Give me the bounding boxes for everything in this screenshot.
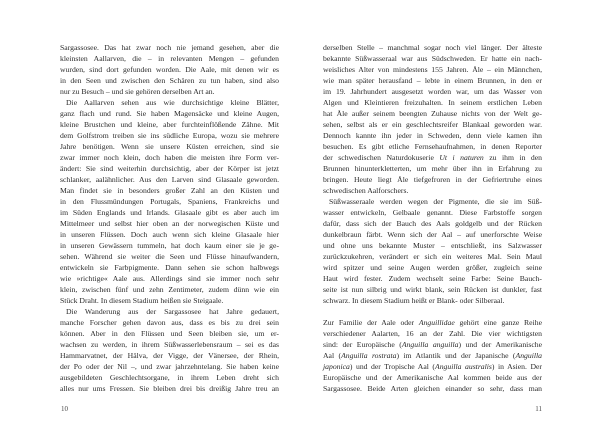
text-line xyxy=(323,86,542,97)
text-run: und ohne uns bekannte Muster – entschließt, ins Salzwasser xyxy=(323,241,542,250)
text-run: weisliches Alter von mindestens 155 Jahren. Åle – ein Männchen, xyxy=(323,65,542,74)
text-run: dunkelbraun färbt. Wenn sich der Aal – auf unerforschte Weise xyxy=(323,230,542,239)
text-line xyxy=(60,383,279,394)
text-line xyxy=(60,97,279,108)
text-run: klein, zwischen fünf und zehn Zentimeter, zudem dünn wie ein xyxy=(60,285,279,294)
text-line xyxy=(323,328,542,339)
text-run: bekannte Süßwasseraal war aus Südschweden. Er hatte ein nach- xyxy=(323,54,542,63)
text-run: zu ihm in den xyxy=(483,153,543,162)
text-line xyxy=(60,174,279,185)
right-page-text xyxy=(323,42,542,394)
text-line xyxy=(60,306,279,317)
text-run: alles nur ums Fressen. Sie bleiben drei bis dreißig Jahre treu an xyxy=(60,384,279,393)
text-run: ausgebildeten Geschlechtsorgane, in ihrem Leben dreht sich xyxy=(60,373,279,382)
text-run: in unseren Gewässern tummeln, hat doch kaum einer sie je ge- xyxy=(60,241,279,250)
text-run: verschiedener Aalarten, 16 an der Zahl. Die vier wichtigsten xyxy=(323,329,542,338)
text-line xyxy=(323,75,542,86)
italic-text: Anguillidae xyxy=(418,318,455,327)
text-line xyxy=(60,317,279,328)
text-run: schlanker, aalähnlicher. Aus den Larven sind Glasaale geworden. xyxy=(60,175,279,184)
italic-text: Ut i naturen xyxy=(439,153,484,162)
text-run: manche Forscher gehen davon aus, dass es bis zu drei sein xyxy=(60,318,279,327)
paragraph xyxy=(60,42,279,97)
text-run: dafür, dass sich der Bauch des Aals goldgelb und der Rücken xyxy=(323,219,542,228)
text-run: zwar immer noch klein, doch haben die meisten ihre Form ver- xyxy=(60,153,279,162)
text-run: im Süden Englands und Irlands. Glasaale gibt es aber auch im xyxy=(60,208,279,217)
italic-text: Anguilla xyxy=(515,351,542,360)
text-run: Die Aallarven sehen aus wie durchsichtige kleine Blätter, xyxy=(66,98,279,107)
text-line xyxy=(60,196,279,207)
text-line xyxy=(323,218,542,229)
text-line xyxy=(60,361,279,372)
text-line xyxy=(323,64,542,75)
text-line xyxy=(323,53,542,64)
text-line xyxy=(60,64,279,75)
paragraph xyxy=(323,196,542,306)
text-line xyxy=(60,185,279,196)
text-line xyxy=(60,130,279,141)
text-run: nur zu Besuch – und sie gehören derselben Art an. xyxy=(60,87,215,96)
text-line xyxy=(60,86,279,97)
text-run: Europäische und der Amerikanische Aal kommen beide aus der xyxy=(323,373,542,382)
text-run: Brunnen hinunterkletterten, um mehr über ihn in Erfahrung zu xyxy=(323,164,542,173)
text-line xyxy=(323,284,542,295)
text-run: sehen, selbst als er ein geschlechtsreifer Blankaal geworden war. xyxy=(323,120,542,129)
italic-text: Anguilla anguilla xyxy=(401,340,459,349)
text-line xyxy=(60,119,279,130)
text-run: können. Aber in den Flüssen und Seen bleiben sie, um er- xyxy=(60,329,279,338)
text-line xyxy=(323,350,542,361)
text-line xyxy=(323,361,542,372)
text-run: Jahre benötigen. Wenn sie unsere Küsten erreichen, sind sie xyxy=(60,142,279,151)
text-run: schwedischen Aalforschers. xyxy=(323,186,409,195)
text-line xyxy=(323,119,542,130)
text-line xyxy=(60,42,279,53)
text-run: Dennoch kannte ihn jeder in Schweden, denn viele kamen ihn xyxy=(323,131,542,140)
text-line xyxy=(60,262,279,273)
text-run: Haut wird fester. Zudem wechselt seine Farbe: Seine Bauch- xyxy=(323,274,542,283)
paragraph xyxy=(60,97,279,306)
text-line xyxy=(323,317,542,328)
text-line xyxy=(323,207,542,218)
text-run: besuchen. Es gibt etliche Fernsehaufnahmen, in denen Reporter xyxy=(323,142,542,151)
text-run: Mittelmeer und selbst hier oben an der norwegischen Küste und xyxy=(60,219,279,228)
text-line xyxy=(323,42,542,53)
text-line xyxy=(60,350,279,361)
text-run: Zur Familie der Aale oder xyxy=(323,318,419,327)
text-run: ) im Atlantik und der Japanische ( xyxy=(396,351,516,360)
text-run: der Po oder der Nil –, und zwar jahrzehntelang. Sie haben keine xyxy=(60,362,279,371)
text-run: gehört eine ganze Reihe xyxy=(454,318,542,327)
text-run: seite ist nun silbrig und wirkt blank, sein Rücken ist dunkler, fast xyxy=(323,285,542,294)
text-line xyxy=(60,240,279,251)
text-line xyxy=(60,108,279,119)
text-line xyxy=(60,251,279,262)
text-line xyxy=(323,108,542,119)
text-line xyxy=(60,141,279,152)
italic-text: japonica xyxy=(323,362,350,371)
text-line xyxy=(323,130,542,141)
text-line xyxy=(60,284,279,295)
page-number: 11 xyxy=(535,405,542,413)
text-line xyxy=(60,229,279,240)
paragraph xyxy=(323,42,542,196)
text-run: im 19. Jahrhundert ausgesetzt worden war, um das Wasser von xyxy=(323,87,542,96)
italic-text: Anguilla rostrata xyxy=(341,351,397,360)
text-line xyxy=(323,97,542,108)
text-run: Algen und Kleintieren freizuhalten. In seinem erstlichen Leben xyxy=(323,98,542,107)
text-line xyxy=(60,339,279,350)
text-run: in den Seen und zwischen den Schären zu tun haben, sind also xyxy=(60,76,279,85)
text-line xyxy=(323,141,542,152)
text-line xyxy=(60,295,279,306)
right-page xyxy=(300,0,600,424)
text-run: dem Golfstrom treiben sie ins südliche Europa, wozu sie mehrere xyxy=(60,131,279,140)
text-line xyxy=(323,163,542,174)
text-line xyxy=(60,75,279,86)
text-run: wie man später herausfand – lebte in einem Brunnen, in den er xyxy=(323,76,542,85)
text-line xyxy=(323,240,542,251)
text-run: Sargassosee. Beide Arten gleichen einander so sehr, dass man xyxy=(323,384,542,393)
text-line xyxy=(323,229,542,240)
text-run: Aal ( xyxy=(323,351,342,360)
text-line xyxy=(323,383,542,394)
text-line xyxy=(60,53,279,64)
text-line xyxy=(323,339,542,350)
text-run: ) in Asien. Der xyxy=(491,362,542,371)
text-run: Stück Draht. In diesem Stadium heißen sie Steigaale. xyxy=(60,296,224,305)
text-run: Sargassosee. Das hat zwar noch nie jemand gesehen, aber die xyxy=(60,43,279,52)
text-line xyxy=(60,218,279,229)
text-run: ) und der Amerikanische xyxy=(458,340,542,349)
text-run: derselben Stelle – manchmal sogar noch viel länger. Der älteste xyxy=(323,43,542,52)
text-run: entwickeln sie Farbpigmente. Dann sehen sie schon halbwegs xyxy=(60,263,279,272)
text-line xyxy=(60,152,279,163)
text-run: wachsen zu werden, in ihrem Süßwasserlebensraum – sei es das xyxy=(60,340,279,349)
text-run: sehen. Während sie weiter die Seen und Flüsse hinaufwandern, xyxy=(60,252,279,261)
text-run: zurückzukehren, verändert er sich ein weiteres Mal. Sein Maul xyxy=(323,252,542,261)
text-run: Man findet sie in besonders großer Zahl an den Küsten und xyxy=(60,186,279,195)
text-line xyxy=(323,251,542,262)
text-run: bringen. Heute liegt Åle tiefgefroren in der Gefriertruhe eines xyxy=(323,175,542,184)
text-run: Hammarvatnet, der Hälva, der Vigge, der Vänersee, der Rhein, xyxy=(60,351,279,360)
text-line xyxy=(323,185,542,196)
text-line xyxy=(323,372,542,383)
text-line xyxy=(60,207,279,218)
text-run: ) und der Tropische Aal ( xyxy=(349,362,435,371)
text-run: wie »richtige« Aale aus. Allerdings sind sie immer noch sehr xyxy=(60,274,279,283)
text-run: schwarz. In diesem Stadium heißt er Blank- oder Silberaal. xyxy=(323,296,505,305)
text-line xyxy=(323,196,542,207)
text-run: wasser entwickeln, Gelbaale genannt. Diese Farbstoffe sorgen xyxy=(323,208,542,217)
text-line xyxy=(60,273,279,284)
text-run: hat Åle außer seinem beengten Zuhause nichts von der Welt ge- xyxy=(323,109,542,118)
text-line xyxy=(323,152,542,163)
page-number: 10 xyxy=(61,405,68,413)
text-run: wird spitzer und seine Augen werden größer, zugleich seine xyxy=(323,263,542,272)
text-run: Die Wanderung aus der Sargassosee hat Jahre gedauert, xyxy=(66,307,279,316)
paragraph xyxy=(323,317,542,394)
text-run: in den Flussmündungen Portugals, Spaniens, Frankreichs und xyxy=(60,197,279,206)
text-run: Süßwasseraale werden wegen der Pigmente, die sie im Süß- xyxy=(329,197,542,206)
text-run: sind: der Europäische ( xyxy=(323,340,402,349)
text-line xyxy=(60,163,279,174)
text-line xyxy=(323,295,542,306)
text-run: in unseren Flüssen. Doch auch wenn sich kleine Glasaale hier xyxy=(60,230,279,239)
text-line xyxy=(323,273,542,284)
text-line xyxy=(60,372,279,383)
text-run: kleinsten Aallarven, die – in relevanten Mengen – gefunden xyxy=(60,54,279,63)
text-run: kleine Brustchen und kleine, aber furchteinflößende Zähne. Mit xyxy=(60,120,279,129)
text-run: ganz flach und rund. Sie haben Magensäcke und kleine Augen, xyxy=(60,109,279,118)
text-line xyxy=(60,328,279,339)
text-run: der schwedischen Naturdokuserie xyxy=(323,153,440,162)
text-line xyxy=(323,174,542,185)
italic-text: Anguilla australis xyxy=(435,362,492,371)
text-run: wurden, sind dort gefunden worden. Die Aale, mit denen wir es xyxy=(60,65,279,74)
left-page-text xyxy=(60,42,279,394)
text-run: ändert: Sie sind weiterhin durchsichtig, aber der Körper ist jetzt xyxy=(60,164,279,173)
text-line xyxy=(323,262,542,273)
paragraph xyxy=(60,306,279,394)
